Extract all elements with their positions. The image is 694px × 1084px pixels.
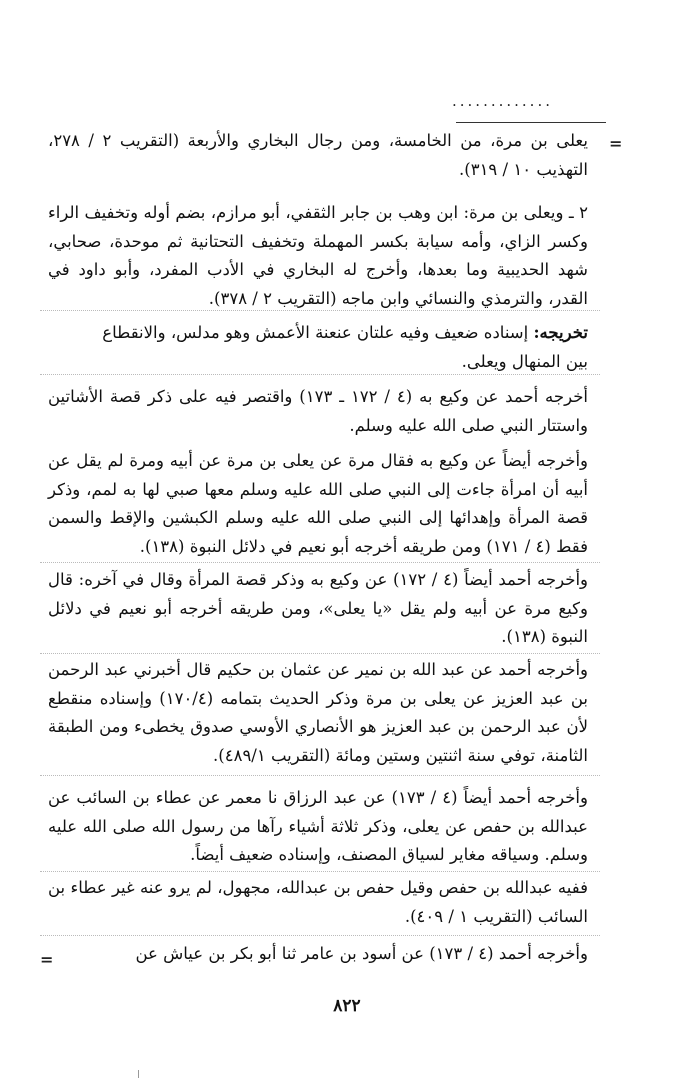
continuation-mark-top: = [609, 134, 623, 153]
body-paragraph-2: وأخرجه أيضاً عن وكيع به فقال مرة عن يعلى بن مرة عن أبيه ومرة لم يقل عن أبيه أن امرأة جاءت إلى النبي صلى الله عليه وسلم معها صبي لها به لمم، وذكر قصة المرأة وإهدائها إلى النبي صلى الله عليه وسلم الكبشين والإقط والسمن فقط (٤ / ١٧١) ومن طريقه أخرجه أبو نعيم في دلائل النبوة (١٣٨). [48, 451, 588, 556]
header-dots: ............. [452, 92, 553, 110]
section-divider [40, 775, 600, 776]
body-paragraph-1: أخرجه أحمد عن وكيع به (٤ / ١٧٢ ـ ١٧٣) واقتصر فيه على ذكر قصة الأشاتين واستتار النبي صلى الله عليه وسلم. [48, 387, 588, 435]
section-divider [40, 871, 600, 872]
continuation-mark-bottom: = [40, 950, 54, 969]
takhrij-label: تخريجه: [533, 323, 588, 342]
takhrij-paragraph [48, 319, 588, 376]
section-divider [40, 310, 600, 311]
scan-mark [138, 1070, 143, 1078]
section-divider [40, 562, 600, 563]
body-paragraph-6: ففيه عبدالله بن حفص وقيل حفص بن عبدالله، مجهول، لم يرو عنه غير عطاء بن السائب (التقريب ١ / ٤٠٩). [48, 878, 588, 926]
body-paragraph-7: وأخرجه أحمد (٤ / ١٧٣) عن أسود بن عامر ثنا أبو بكر بن عياش عن [135, 944, 588, 963]
body-paragraph-4: وأخرجه أحمد عن عبد الله بن نمير عن عثمان بن حكيم قال أخبرني عبد الرحمن بن عبد العزيز عن يعلى بن مرة وذكر الحديث بتمامه (١٧٠/٤) وإسناده منقطع لأن عبد الرحمن بن عبد العزيز هو الأنصاري الأوسي صدوق يخطىء ومن الطبقة الثامنة، توفي سنة اثنتين وستين ومائة (التقريب ٤٨٩/١). [48, 660, 588, 765]
section-divider [40, 653, 600, 654]
takhrij-text: إسناده ضعيف وفيه علتان عنعنة الأعمش وهو مدلس، والانقطاع [102, 323, 534, 342]
body-paragraph-3: وأخرجه أحمد أيضاً (٤ / ١٧٢) عن وكيع به وذكر قصة المرأة وقال في آخره: قال وكيع مرة عن أبيه ولم يقل «يا يعلى»، ومن طريقه أخرجه أبو نعيم في دلائل النبوة (١٣٨). [48, 570, 588, 646]
takhrij-continuation: بين المنهال ويعلى. [461, 351, 588, 371]
section-divider [40, 935, 600, 936]
section-divider [40, 374, 600, 375]
page-number: ٨٢٢ [333, 996, 361, 1016]
footnote-paragraph-1: يعلى بن مرة، من الخامسة، ومن رجال البخاري والأربعة (التقريب ٢ / ٢٧٨، التهذيب ١٠ / ٣١٩). [48, 131, 588, 179]
body-paragraph-5: وأخرجه أحمد أيضاً (٤ / ١٧٣) عن عبد الرزاق نا معمر عن عطاء بن السائب عن عبدالله بن حفص عن يعلى، وذكر ثلاثة أشياء رآها من رسول الله صلى الله عليه وسلم. وسياقه مغاير لسياق المصنف، وإسناده ضعيف أيضاً. [48, 788, 588, 864]
footnote-rule [456, 122, 606, 123]
footnote-paragraph-2: ٢ ـ ويعلى بن مرة: ابن وهب بن جابر الثقفي، أبو مرازم، بضم أوله وتخفيف الراء وكسر الزاي، وأمه سيابة بكسر المهملة وتخفيف التحتانية ثم موحدة، صحابي، شهد الحديبية وما بعدها، وأخرج له البخاري في الأدب المفرد، وأبو داود في القدر، والترمذي والنسائي وابن ماجه (التقريب ٢ / ٣٧٨). [48, 203, 588, 308]
